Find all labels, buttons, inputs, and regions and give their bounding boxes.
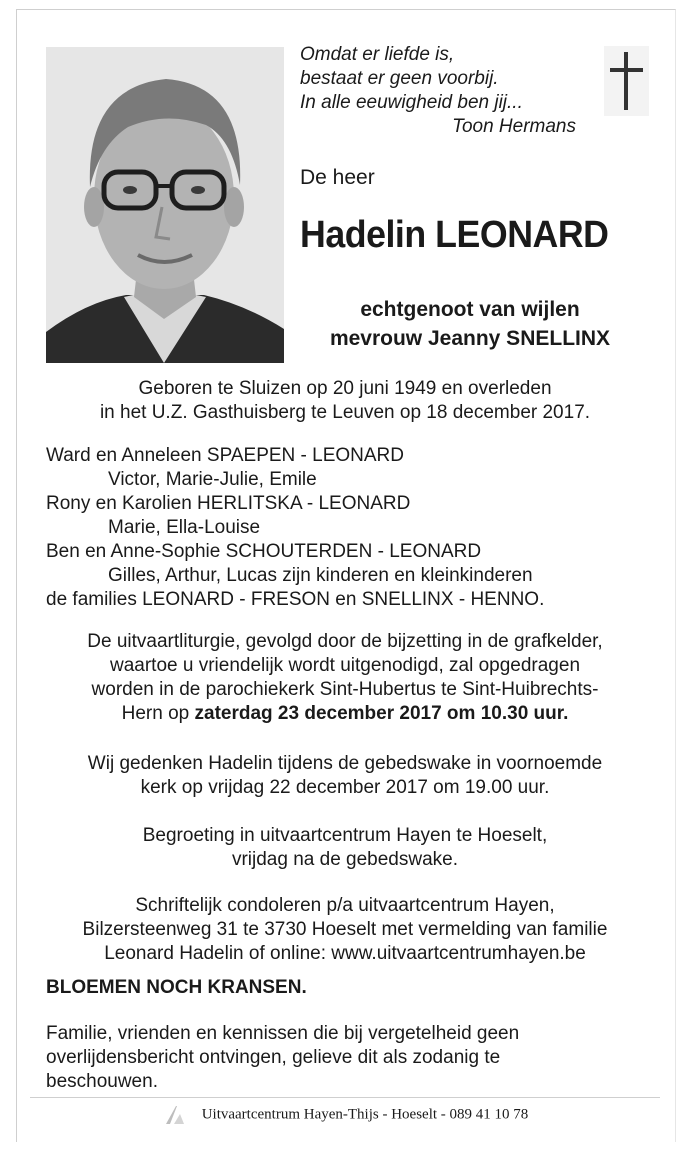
greeting-line: vrijdag na de gebedswake. [231,849,459,870]
footer [0,1104,690,1126]
footer-text: Uitvaartcentrum Hayen-Thijs - Hoeselt - 089 41 10 78 [201,1106,529,1123]
footer-divider [30,1097,660,1098]
greeting-line: Begroeting in uitvaartcentrum Hayen te Hoeselt, [142,825,548,846]
funeral-info [30,630,660,726]
birth-line: Geboren te Sluizen op 20 juni 1949 en overleden [138,378,552,399]
family-list [46,444,544,612]
spouse-line: mevrouw Jeanny SNELLINX [329,327,611,350]
condolence-line: Schriftelijk condoleren p/a uitvaartcentrum Hayen, [135,895,555,916]
wake-line: kerk op vrijdag 22 december 2017 om 19.00 uur. [140,777,550,798]
wake-line: Wij gedenken Hadelin tijdens de gebedswake in voornoemde [87,753,603,774]
spouse-info [290,295,650,353]
wake-info [30,752,660,800]
notice-line: beschouwen. [46,1071,158,1092]
condolence-line: Leonard Hadelin of online: www.uitvaartcentrumhayen.be [104,943,586,964]
funeral-line: De uitvaartliturgie, gevolgd door de bijzetting in de grafkelder, [87,631,603,652]
funeral-line: worden in de parochiekerk Sint-Hubertus te Sint-Huibrechts- [91,679,599,700]
family-line: Marie, Ella-Louise [108,517,261,538]
poem-line: Omdat er liefde is, [300,44,455,65]
family-line: Gilles, Arthur, Lucas zijn kinderen en kleinkinderen [108,565,533,586]
poem [300,43,576,139]
condolence-line: Bilzersteenweg 31 te 3730 Hoeselt met vermelding van familie [82,919,608,940]
spouse-line: echtgenoot van wijlen [360,298,580,321]
family-line: Rony en Karolien HERLITSKA - LEONARD [46,493,411,514]
notice-text [46,1022,519,1094]
notice-line: overlijdensbericht ontvingen, gelieve dit als zodanig te [46,1047,501,1068]
birth-line: in het U.Z. Gasthuisberg te Leuven op 18 december 2017. [99,402,591,423]
notice-line: Familie, vrienden en kennissen die bij vergetelheid geen [46,1023,520,1044]
funeral-line-prefix: Hern op [121,703,190,724]
honorific: De heer [300,166,375,189]
deceased-name: Hadelin LEONARD [300,214,609,256]
cross-icon [604,46,649,116]
funeral-line: waartoe u vriendelijk wordt uitgenodigd, zal opgedragen [109,655,581,676]
poem-line: In alle eeuwigheid ben jij... [300,92,523,113]
flowers-notice: BLOEMEN NOCH KRANSEN. [46,977,307,998]
condolence-info [30,894,660,966]
family-line: de families LEONARD - FRESON en SNELLINX - HENNO. [46,589,545,610]
family-line: Ward en Anneleen SPAEPEN - LEONARD [46,445,404,466]
poem-author: Toon Hermans [452,116,576,137]
funeral-date: zaterdag 23 december 2017 om 10.30 uur. [194,703,569,724]
funeral-line [30,702,660,726]
family-line: Victor, Marie-Julie, Emile [108,469,317,490]
family-line: Ben en Anne-Sophie SCHOUTERDEN - LEONARD [46,541,482,562]
greeting-info [30,824,660,872]
funeral-home-logo-icon [162,1104,188,1126]
poem-line: bestaat er geen voorbij. [300,68,499,89]
portrait-photo [46,47,284,363]
birth-death-info [30,377,660,425]
